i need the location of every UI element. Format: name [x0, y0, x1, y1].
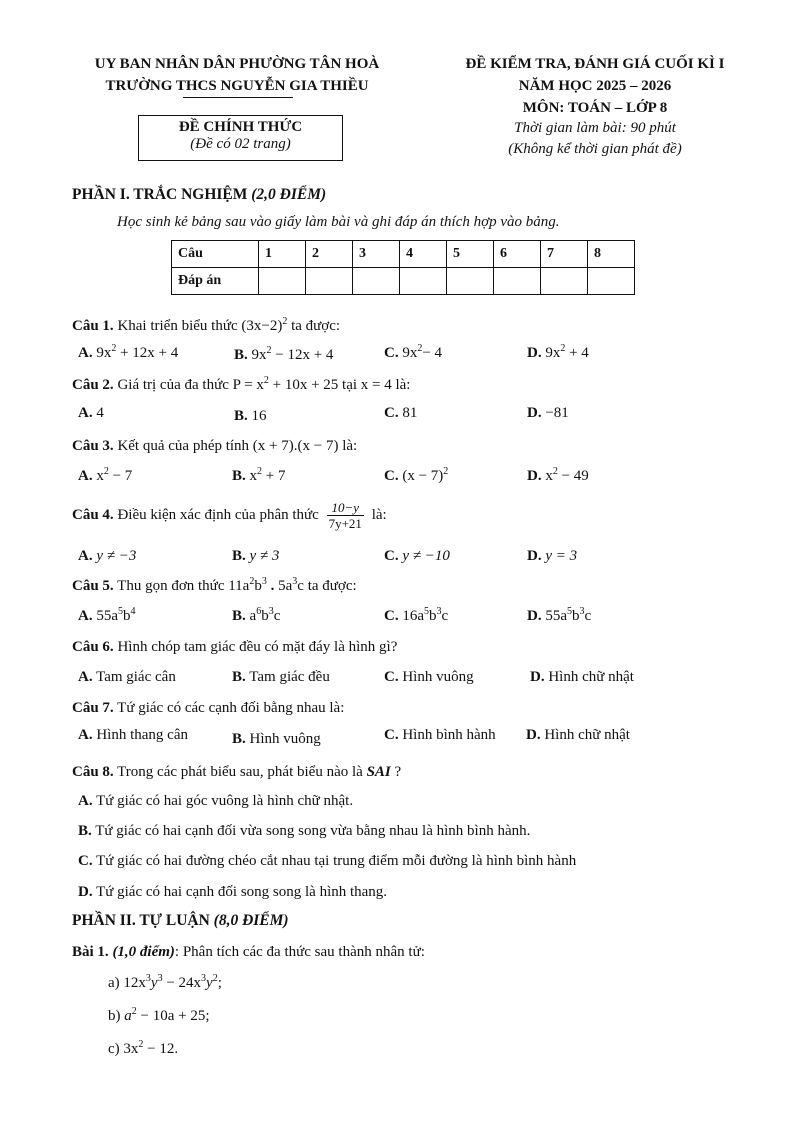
q7-option-c: [384, 727, 496, 744]
table-cell-number: 1: [259, 241, 306, 268]
question-text: Hình chóp tam giác đều có mặt đáy là hình gì?: [117, 639, 398, 655]
table-cell-number: 6: [494, 241, 541, 268]
answer-table-row-dapan: [172, 268, 635, 295]
monomial: 11a: [228, 578, 250, 594]
option-letter: C.: [78, 853, 93, 869]
question-emphasis: SAI: [366, 764, 391, 780]
option-text: Hình bình hành: [402, 727, 496, 743]
question-label: Câu 7.: [72, 700, 114, 716]
option-text: Hình chữ nhật: [548, 669, 634, 685]
dot-operator: .: [266, 578, 279, 594]
exponent: 4: [130, 606, 136, 617]
option-text: 81: [402, 405, 418, 421]
option-text: c: [273, 608, 281, 624]
q3-option-d: [527, 468, 589, 485]
table-cell-empty: [541, 268, 588, 295]
fraction: [327, 500, 364, 531]
q4-option-a: [78, 548, 136, 565]
option-text: y ≠ −3: [96, 548, 137, 564]
question-2: [72, 377, 410, 394]
option-text: x: [96, 468, 104, 484]
exponent: 3: [268, 606, 274, 617]
option-text: b: [429, 608, 437, 624]
answer-table-row-cau: [172, 241, 635, 268]
exponent: 2: [212, 973, 218, 984]
bai-text: : Phân tích các đa thức sau thành nhân tử:: [174, 944, 425, 960]
option-text: x: [545, 468, 553, 484]
q1-option-c: [384, 345, 442, 362]
option-text: −81: [545, 405, 569, 421]
exam-line-1: ĐỀ KIỂM TRA, ĐÁNH GIÁ CUỐI KÌ I: [465, 56, 725, 72]
q8-option-b: [78, 823, 530, 840]
option-letter: C.: [384, 345, 399, 361]
option-text: 9x: [96, 345, 112, 361]
option-text: Tứ giác có hai góc vuông là hình chữ nhật.: [96, 793, 354, 809]
question-label: Câu 6.: [72, 639, 114, 655]
q8-option-a: [78, 793, 353, 810]
question-text-tail: + 10x + 25 tại x = 4 là:: [268, 377, 411, 393]
table-cell-number: 2: [306, 241, 353, 268]
option-letter: A.: [78, 669, 93, 685]
q2-option-a: [78, 405, 104, 422]
option-letter: A.: [78, 405, 93, 421]
exponent: 3: [579, 606, 585, 617]
part1-title: PHẦN I. TRẮC NGHIỆM: [72, 186, 248, 203]
option-text: Hình vuông: [402, 669, 474, 685]
option-letter: B.: [232, 669, 246, 685]
question-label: Câu 1.: [72, 318, 114, 334]
option-text: 4: [96, 405, 104, 421]
option-text: y = 3: [545, 548, 578, 564]
option-letter: A.: [78, 727, 93, 743]
exponent: 2: [443, 466, 449, 477]
q5-option-c: [384, 608, 448, 625]
option-text: 55a: [96, 608, 119, 624]
part2-points: (8,0 ĐIỂM): [213, 912, 289, 929]
exam-time-note: (Không kể thời gian phát đề): [508, 141, 682, 157]
exponent: 5: [567, 606, 573, 617]
q3-option-b: [232, 468, 285, 485]
exponent: 3: [145, 973, 151, 984]
org-line-2: TRƯỜNG THCS NGUYỄN GIA THIỀU: [105, 78, 369, 94]
option-text: 9x: [545, 345, 561, 361]
monomial: c: [297, 578, 304, 594]
exponent: 2: [257, 466, 263, 477]
question-8: [72, 764, 401, 781]
expr-end: ;: [205, 1008, 210, 1024]
option-letter: C.: [384, 608, 399, 624]
option-letter: D.: [527, 608, 542, 624]
exam-line-2: NĂM HỌC 2025 – 2026: [518, 78, 672, 94]
exponent: 6: [256, 606, 262, 617]
option-text: Tứ giác có hai đường chéo cắt nhau tại trung điểm mỗi đường là hình bình hành: [96, 853, 577, 869]
option-letter: B.: [232, 731, 246, 747]
option-text: 16a: [402, 608, 425, 624]
option-letter: A.: [78, 608, 93, 624]
option-text: 9x: [402, 345, 418, 361]
part2-heading: [72, 912, 289, 930]
part2-title: PHẦN II. TỰ LUẬN: [72, 912, 210, 929]
option-text-tail: + 12x + 4: [116, 345, 179, 361]
question-tail: là:: [371, 506, 387, 523]
table-cell-label: Đáp án: [172, 268, 259, 295]
table-cell-number: 7: [541, 241, 588, 268]
table-cell-number: 3: [353, 241, 400, 268]
q4-option-b: [232, 548, 279, 565]
exponent: 3: [292, 576, 298, 587]
question-text: Giá trị của đa thức P = x: [117, 377, 264, 393]
expr: − 10a + 25: [136, 1008, 206, 1024]
exponent: 2: [417, 343, 423, 354]
header-right: [430, 53, 760, 119]
option-text: x: [249, 468, 258, 484]
answer-table: [171, 240, 635, 295]
exponent: 5: [118, 606, 124, 617]
question-expr: (3x−2): [241, 318, 283, 334]
question-label: Câu 2.: [72, 377, 114, 393]
option-text: Hình thang cân: [96, 727, 188, 743]
expr: 12x: [123, 975, 146, 991]
question-label: Câu 8.: [72, 764, 114, 780]
part-letter: c): [108, 1041, 120, 1057]
option-text-tail: − 7: [108, 468, 133, 484]
org-line-1: UY BAN NHÂN DÂN PHƯỜNG TÂN HOÀ: [94, 56, 380, 72]
option-letter: A.: [78, 345, 93, 361]
q8-option-d: [78, 884, 387, 901]
question-label: Câu 5.: [72, 578, 114, 594]
table-cell-empty: [259, 268, 306, 295]
option-letter: C.: [384, 727, 399, 743]
question-7: [72, 700, 344, 717]
exponent: 5: [424, 606, 430, 617]
option-letter: B.: [232, 548, 246, 564]
table-cell-number: 5: [447, 241, 494, 268]
exponent: 2: [552, 466, 558, 477]
option-text: Hình chữ nhật: [544, 727, 630, 743]
option-text: c: [584, 608, 592, 624]
question-text: Tứ giác có các cạnh đối bằng nhau là:: [117, 700, 345, 716]
bai-1: [72, 944, 425, 961]
q5-option-a: [78, 608, 136, 625]
expr: y: [206, 975, 213, 991]
option-text: (x − 7): [402, 468, 444, 484]
official-title: ĐỀ CHÍNH THỨC: [178, 119, 303, 135]
q7-option-a: [78, 727, 188, 744]
monomial: 5a: [278, 578, 293, 594]
exponent: 2: [131, 1006, 137, 1017]
option-text: Tam giác đều: [249, 669, 330, 685]
table-cell-empty: [494, 268, 541, 295]
option-text: Tam giác cân: [96, 669, 176, 685]
q3-option-c: [384, 468, 448, 485]
q3-option-a: [78, 468, 132, 485]
option-letter: C.: [384, 548, 399, 564]
exponent: 3: [201, 973, 207, 984]
q5-option-b: [232, 608, 280, 625]
exponent: 3: [261, 576, 267, 587]
question-tail: ta được:: [307, 578, 357, 594]
option-letter: A.: [78, 793, 93, 809]
question-tail: ta được:: [291, 318, 341, 334]
option-text: b: [123, 608, 131, 624]
table-cell-number: 4: [400, 241, 447, 268]
table-cell-empty: [588, 268, 635, 295]
option-text: a: [249, 608, 257, 624]
option-letter: C.: [384, 405, 399, 421]
part1-heading: [72, 186, 326, 204]
q6-option-a: [78, 669, 176, 686]
q2-option-b: [234, 408, 267, 425]
q4-option-d: [527, 548, 577, 565]
option-text: y ≠ 3: [249, 548, 280, 564]
option-text: c: [441, 608, 449, 624]
question-tail: ?: [390, 764, 402, 780]
option-text: 55a: [545, 608, 568, 624]
table-cell-empty: [447, 268, 494, 295]
expr: 3x: [123, 1041, 139, 1057]
question-1: [72, 318, 340, 335]
option-text-tail: + 7: [262, 468, 286, 484]
option-letter: B.: [234, 408, 248, 424]
option-text: 16: [251, 408, 267, 424]
q1-option-d: [527, 345, 589, 362]
exponent: 2: [111, 343, 117, 354]
option-text: b: [261, 608, 269, 624]
question-text: Khai triển biểu thức: [117, 318, 238, 334]
q6-option-b: [232, 669, 330, 686]
part-letter: b): [108, 1008, 121, 1024]
question-text: Kết quả của phép tính (x + 7).(x − 7) là:: [117, 438, 358, 454]
q4-option-c: [384, 548, 450, 565]
option-letter: D.: [530, 669, 545, 685]
question-4: [72, 500, 387, 531]
option-letter: B.: [234, 347, 248, 363]
expr-end: .: [174, 1041, 179, 1057]
q1-option-b: [234, 347, 333, 364]
option-letter: A.: [78, 468, 93, 484]
exponent: 2: [282, 316, 288, 327]
table-cell-empty: [400, 268, 447, 295]
question-3: [72, 438, 357, 455]
option-letter: D.: [527, 548, 542, 564]
option-letter: B.: [232, 608, 246, 624]
part1-points: (2,0 ĐIỂM): [251, 186, 327, 203]
option-letter: B.: [232, 468, 246, 484]
monomial: b: [254, 578, 262, 594]
option-text: 9x: [251, 347, 267, 363]
option-letter: D.: [527, 345, 542, 361]
question-text: Trong các phát biểu sau, phát biểu nào là: [117, 764, 363, 780]
option-text: Hình vuông: [249, 731, 321, 747]
expr: y: [150, 975, 158, 991]
option-text: Tứ giác có hai cạnh đối vừa song song vừa bằng nhau là hình bình hành.: [95, 823, 531, 839]
exponent: 3: [157, 973, 163, 984]
table-cell-number: 8: [588, 241, 635, 268]
option-text: b: [572, 608, 580, 624]
expr: − 24x: [162, 975, 202, 991]
exponent: 3: [436, 606, 442, 617]
exam-line-3: MÔN: TOÁN – LỚP 8: [522, 100, 668, 116]
expr-end: ;: [217, 975, 222, 991]
question-text: Thu gọn đơn thức: [117, 578, 225, 594]
bai1-part-b: [108, 1008, 210, 1025]
exponent: 2: [263, 375, 269, 386]
question-label: Câu 3.: [72, 438, 114, 454]
option-letter: B.: [78, 823, 92, 839]
option-text-tail: − 49: [557, 468, 589, 484]
question-5: [72, 578, 357, 595]
q2-option-d: [527, 405, 569, 422]
table-cell-empty: [306, 268, 353, 295]
bai1-part-c: [108, 1041, 178, 1058]
question-label: Câu 4.: [72, 506, 114, 523]
option-text-tail: − 12x + 4: [271, 347, 334, 363]
option-text-tail: − 4: [422, 345, 443, 361]
question-text: Điều kiện xác định của phân thức: [117, 506, 319, 523]
fraction-numerator: 10−y: [327, 500, 364, 516]
q6-option-c: [384, 669, 474, 686]
part1-instruction: Học sinh kẻ bảng sau vào giấy làm bài và ghi đáp án thích hợp vào bảng.: [117, 214, 560, 230]
expr: a: [124, 1008, 132, 1024]
option-letter: D.: [526, 727, 541, 743]
official-pages: (Đề có 02 trang): [190, 136, 291, 152]
q6-option-d: [530, 669, 634, 686]
q8-option-c: [78, 853, 576, 870]
q5-option-d: [527, 608, 591, 625]
part-letter: a): [108, 975, 120, 991]
option-letter: D.: [78, 884, 93, 900]
bai-label: Bài 1.: [72, 944, 109, 960]
option-text: Tứ giác có hai cạnh đối song song là hình thang.: [96, 884, 388, 900]
exponent: 2: [249, 576, 255, 587]
header-left: [72, 53, 402, 97]
option-letter: C.: [384, 468, 399, 484]
school-underline: [183, 97, 293, 98]
table-cell-label: Câu: [172, 241, 259, 268]
exponent: 2: [560, 343, 566, 354]
option-letter: D.: [527, 405, 542, 421]
option-text: y ≠ −10: [402, 548, 450, 564]
exponent: 2: [266, 345, 272, 356]
fraction-denominator: 7y+21: [328, 516, 362, 531]
option-letter: C.: [384, 669, 399, 685]
official-box: [138, 115, 343, 161]
option-text-tail: + 4: [565, 345, 589, 361]
option-letter: D.: [527, 468, 542, 484]
q7-option-b: [232, 731, 321, 748]
expr: − 12: [143, 1041, 175, 1057]
exam-time: Thời gian làm bài: 90 phút: [514, 120, 676, 136]
exponent: 2: [138, 1039, 144, 1050]
q1-option-a: [78, 345, 178, 362]
time-block: [440, 118, 750, 160]
option-letter: A.: [78, 548, 93, 564]
bai1-part-a: [108, 975, 222, 992]
question-6: [72, 639, 397, 656]
exponent: 2: [103, 466, 109, 477]
bai-points: (1,0 điểm): [112, 944, 175, 960]
table-cell-empty: [353, 268, 400, 295]
q7-option-d: [526, 727, 630, 744]
q2-option-c: [384, 405, 417, 422]
